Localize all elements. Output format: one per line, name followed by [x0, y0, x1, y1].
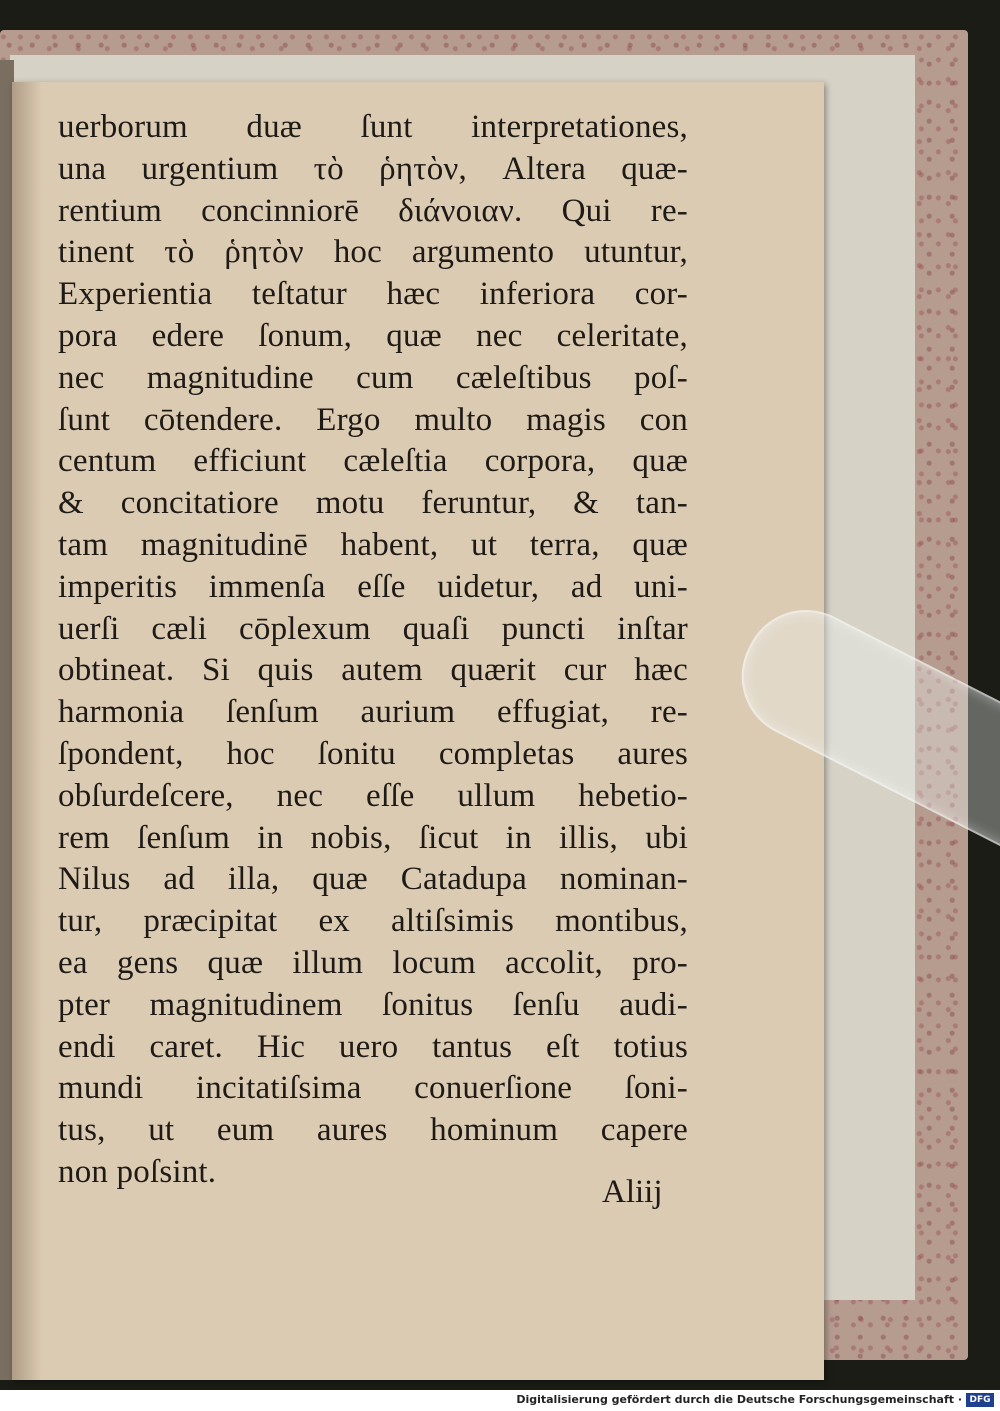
text-line: pora edere ſonum, quæ nec celeritate, — [58, 317, 688, 354]
text-line: nec magnitudine cum cæleſtibus poſ- — [58, 359, 688, 396]
text-line: Nilus ad illa, quæ Catadupa nominan- — [58, 861, 688, 898]
text-line: ea gens quæ illum locum accolit, pro- — [58, 944, 688, 981]
text-line: uerſi cæli cōplexum quaſi puncti inſtar — [58, 610, 688, 647]
text-line: ſpondent, hoc ſonitu completas aures — [58, 735, 688, 772]
text-line: tam magnitudinē habent, ut terra, quæ — [58, 526, 688, 563]
text-line: tinent τὸ ῥητὸν hoc argumento utuntur, — [58, 234, 688, 271]
footer-bar — [0, 1390, 1000, 1411]
catchword: Aliij — [602, 1174, 663, 1210]
text-line: obſurdeſcere, nec eſſe ullum hebetio- — [58, 777, 688, 814]
text-line: & concitatiore motu feruntur, & tan- — [58, 485, 688, 522]
text-line: rem ſenſum in nobis, ſicut in illis, ubi — [58, 819, 688, 856]
text-line: rentium concinniorē διάνοιαν. Qui re- — [58, 192, 688, 229]
text-line: tur, præcipitat ex altiſsimis montibus, — [58, 903, 688, 940]
funding-credit: Digitalisierung gefördert durch die Deutsche Forschungsgemeinschaft · — [516, 1393, 962, 1406]
text-line: non poſsint. — [58, 1153, 217, 1190]
text-line: uerborum duæ ſunt interpretationes, — [58, 109, 688, 145]
text-line: imperitis immenſa eſſe uidetur, ad uni- — [58, 568, 688, 605]
text-line: pter magnitudinem ſonitus ſenſu audi- — [58, 986, 688, 1023]
text-line: mundi incitatiſsima conuerſione ſoni- — [58, 1070, 688, 1107]
text-line: ſunt cōtendere. Ergo multo magis con — [58, 401, 688, 438]
text-line: tus, ut eum aures hominum capere — [58, 1112, 688, 1149]
text-line: endi caret. Hic uero tantus eſt totius — [58, 1028, 688, 1065]
book-page — [12, 82, 824, 1380]
text-line: una urgentium τὸ ῥητὸν, Altera quæ- — [58, 150, 688, 187]
text-line: obtineat. Si quis autem quærit cur hæc — [58, 652, 688, 689]
text-line: Experientia teſtatur hæc inferiora cor- — [58, 276, 688, 313]
text-line: harmonia ſenſum aurium effugiat, re- — [58, 694, 688, 731]
dfg-logo-icon: DFG — [966, 1393, 994, 1407]
text-line: centum efficiunt cæleſtia corpora, quæ — [58, 443, 688, 480]
page-text — [58, 107, 688, 1194]
